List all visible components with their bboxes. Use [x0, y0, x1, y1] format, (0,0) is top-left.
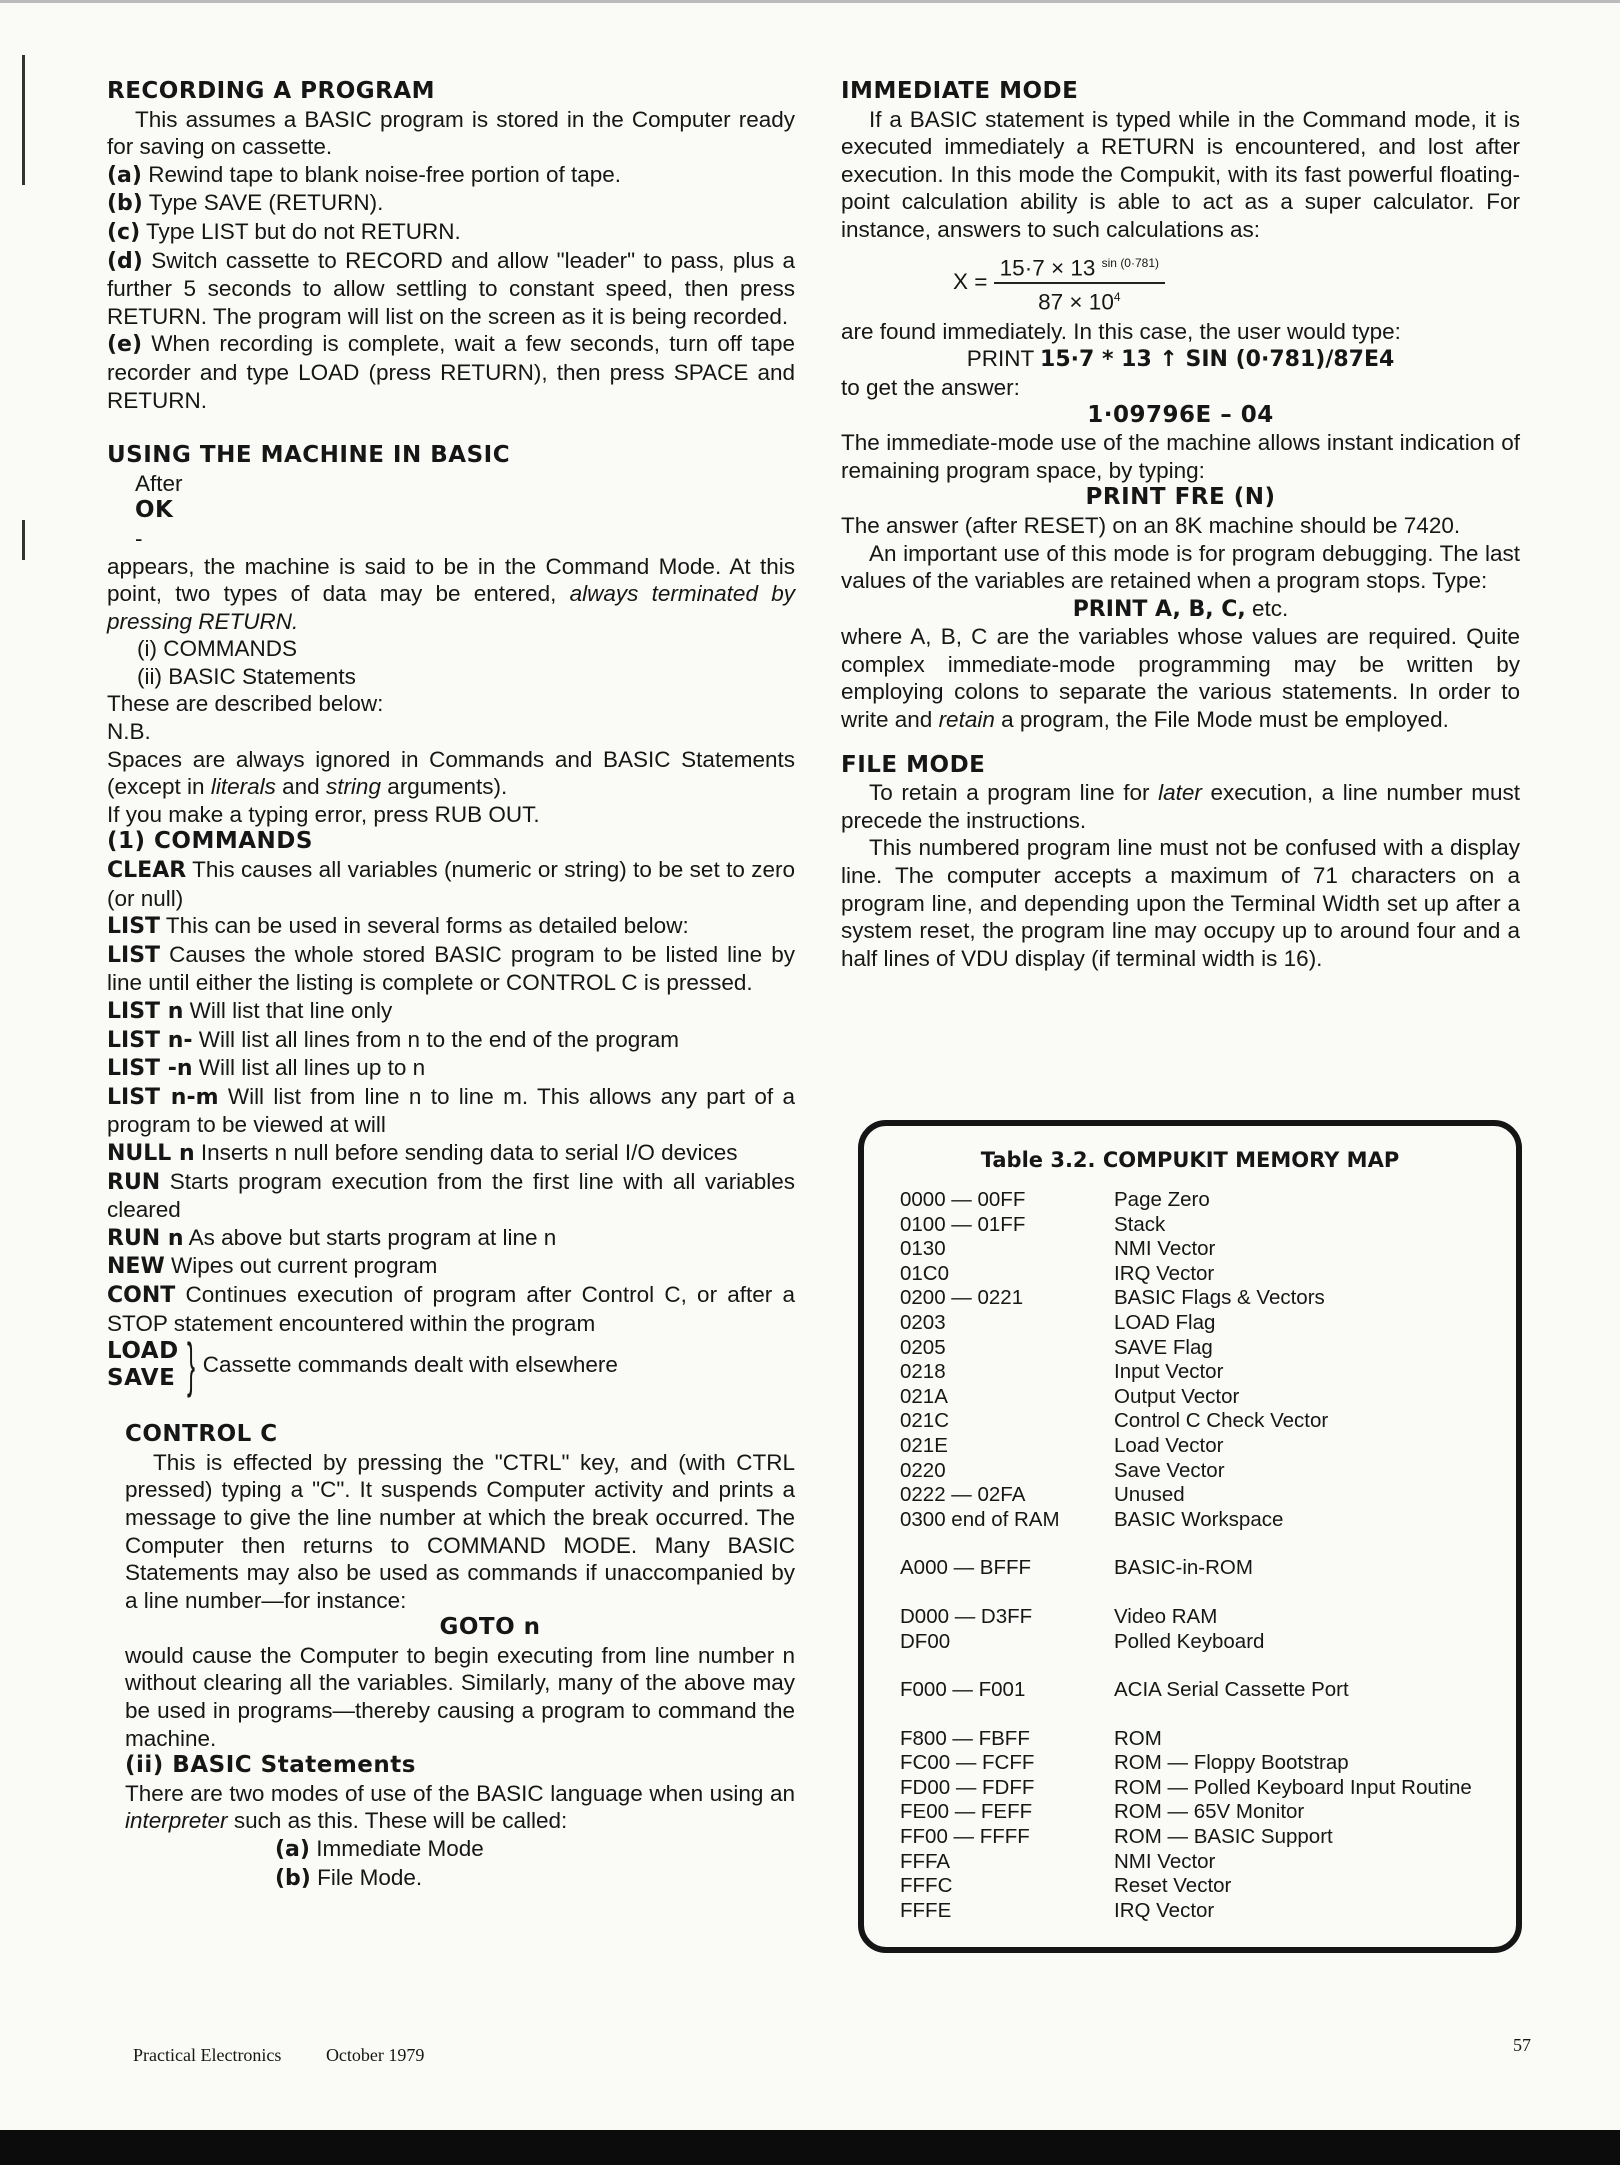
list-item	[125, 1835, 795, 1864]
etc-text: etc.	[1252, 595, 1289, 621]
address-cell: DF00	[900, 1629, 951, 1653]
address-cell: F800 — FBFF	[900, 1726, 1030, 1750]
nb-label: N.B.	[107, 719, 151, 745]
address-cell: 0205	[900, 1335, 946, 1359]
subsection-heading: (ii) BASIC Statements	[125, 1752, 416, 1779]
table-row	[900, 1237, 1520, 1262]
paragraph	[107, 746, 795, 801]
command-keyword: LIST	[107, 942, 161, 968]
description-cell: LOAD Flag	[1114, 1310, 1216, 1334]
description-cell: Load Vector	[1114, 1433, 1224, 1457]
italic-run: string	[325, 774, 381, 800]
address-cell: FFFE	[900, 1898, 952, 1922]
description-cell: Control C Check Vector	[1114, 1409, 1329, 1433]
description-cell: NMI Vector	[1114, 1237, 1216, 1261]
description-cell: IRQ Vector	[1114, 1898, 1215, 1922]
binding-mark	[22, 520, 25, 560]
command-description: This can be used in several forms as detailed below:	[165, 913, 689, 939]
table-row	[900, 1630, 1520, 1655]
section-heading: RECORDING A PROGRAM	[107, 78, 436, 104]
table-row	[900, 1678, 1520, 1703]
table-body	[900, 1188, 1520, 1923]
page-footer	[133, 2045, 464, 2066]
command-entry	[107, 1168, 795, 1224]
description-cell: BASIC-in-ROM	[1114, 1556, 1253, 1580]
description-cell: IRQ Vector	[1114, 1261, 1215, 1285]
print-example	[841, 345, 1520, 374]
command-entry	[107, 1281, 795, 1337]
description-cell: Video RAM	[1114, 1604, 1218, 1628]
formula-fraction	[994, 250, 1165, 316]
after-text: After	[135, 470, 183, 496]
table-row	[900, 1213, 1520, 1238]
description-cell: ACIA Serial Cassette Port	[1114, 1678, 1349, 1702]
text-run: There are two modes of use of the BASIC language when using an	[125, 1780, 795, 1806]
address-cell: FFFA	[900, 1849, 951, 1873]
list-item	[107, 218, 795, 247]
command-description: Will list all lines from n to the end of the program	[198, 1026, 679, 1052]
command-description: Continues execution of program after Control C, or after a STOP statement encountered within the program	[107, 1281, 795, 1336]
text-run: appears, the machine is said to be in the Command Mode. At this point, two types of data may be entered,	[107, 553, 795, 607]
command-entry	[107, 1224, 795, 1253]
command-keyword: RUN n	[107, 1225, 184, 1251]
command-keyword: NULL n	[107, 1140, 195, 1166]
binding-mark	[22, 55, 25, 185]
command-description: As above but starts program at line n	[188, 1224, 557, 1250]
description-cell: SAVE Flag	[1114, 1335, 1213, 1359]
page-number: 57	[1513, 2035, 1531, 2055]
table-row	[900, 1727, 1520, 1752]
address-cell: F000 — F001	[900, 1678, 1026, 1702]
print-keyword: PRINT	[966, 346, 1034, 372]
list-item: (i) COMMANDS	[137, 636, 297, 662]
description-cell: Save Vector	[1114, 1458, 1225, 1482]
item-text: Switch cassette to RECORD and allow "leader" to pass, plus a further 5 seconds to allow settling to constant speed, then press RETURN. The program will list on the screen as it is being recorded.	[107, 247, 795, 329]
load-command: LOAD	[107, 1338, 179, 1365]
formula-numerator	[994, 250, 1165, 284]
description-cell: Page Zero	[1114, 1188, 1210, 1211]
italic-run: retain	[938, 707, 995, 733]
description-cell: BASIC Workspace	[1114, 1507, 1284, 1531]
paragraph: This is effected by pressing the "CTRL" key, and (with CTRL pressed) typing a "C". It suspends Computer activity and prints a message to give the line number at which the break occurred. The Computer then returns to COMMAND MODE. Many BASIC Statements may also be used as commands if unaccompanied by a line number—for instance:	[125, 1449, 795, 1613]
description-cell: Reset Vector	[1114, 1874, 1232, 1898]
address-cell: 0220	[900, 1458, 946, 1482]
section-heading: USING THE MACHINE IN BASIC	[107, 442, 511, 469]
address-cell: 0300 end of RAM	[900, 1507, 1060, 1531]
italic-run: interpreter	[125, 1808, 228, 1834]
print-abc-example	[841, 595, 1520, 624]
text-run: such as this. These will be called:	[233, 1808, 568, 1834]
address-cell: FFFC	[900, 1874, 953, 1898]
section-heading: CONTROL C	[125, 1421, 278, 1448]
text-run: To retain a program line for	[869, 780, 1150, 806]
text-run: execution, a line number must precede the instructions.	[841, 780, 1520, 833]
exponent: 4	[1113, 289, 1121, 304]
command-entry	[107, 1139, 795, 1168]
command-entry	[107, 912, 795, 941]
list-item	[125, 1864, 795, 1893]
command-description: Wipes out current program	[170, 1253, 438, 1279]
command-entry	[107, 941, 795, 997]
list-item: (ii) BASIC Statements	[137, 663, 356, 689]
item-label: (c)	[107, 219, 141, 245]
description-cell: ROM	[1114, 1726, 1162, 1750]
list-item	[107, 189, 795, 218]
subsection-heading: (1) COMMANDS	[107, 828, 313, 855]
numerator-text: 15·7 × 13	[999, 255, 1096, 281]
description-cell: Unused	[1114, 1483, 1185, 1507]
table-title: Table 3.2. COMPUKIT MEMORY MAP	[980, 1148, 1400, 1172]
formula-lhs: X =	[953, 268, 988, 294]
italic-run: later	[1158, 780, 1202, 806]
table-row	[900, 1311, 1520, 1336]
address-cell: D000 — D3FF	[900, 1604, 1033, 1628]
address-cell: 0130	[900, 1237, 946, 1261]
address-cell: 0100 — 01FF	[900, 1212, 1026, 1236]
address-cell: 021E	[900, 1433, 948, 1457]
print-abc: PRINT A, B, C,	[1072, 596, 1246, 622]
paragraph: The immediate-mode use of the machine allows instant indication of remaining program space, by typing:	[841, 430, 1520, 483]
item-text: Rewind tape to blank noise-free portion of tape.	[148, 161, 622, 187]
item-label: (a)	[275, 1837, 310, 1863]
command-entry	[107, 856, 795, 912]
list-item	[107, 161, 795, 190]
save-command: SAVE	[107, 1365, 176, 1392]
table-row	[900, 1605, 1520, 1630]
address-cell: 021A	[900, 1384, 948, 1408]
table-row	[900, 1899, 1520, 1924]
table-row	[900, 1434, 1520, 1459]
address-cell: 0000 — 00FF	[900, 1188, 1026, 1211]
text-run: Spaces are always ignored in Commands and BASIC Statements (except in	[107, 746, 795, 800]
address-cell: FC00 — FCFF	[900, 1751, 1035, 1775]
table-row	[900, 1262, 1520, 1287]
magazine-name: Practical Electronics	[133, 2045, 282, 2065]
description-cell: BASIC Flags & Vectors	[1114, 1286, 1325, 1310]
table-row	[900, 1336, 1520, 1361]
address-cell: 0200 — 0221	[900, 1286, 1024, 1310]
bottom-edge-shadow	[0, 2130, 1620, 2165]
text-run: and	[282, 774, 320, 800]
item-text: File Mode.	[317, 1864, 423, 1890]
item-text: When recording is complete, wait a few seconds, turn off tape recorder and type LOAD (press RETURN), then press SPACE and RETURN.	[107, 331, 795, 413]
description-cell: Output Vector	[1114, 1384, 1240, 1408]
command-description: Will list from line n to line m. This allows any part of a program to be viewed at will	[107, 1083, 795, 1138]
address-cell: FF00 — FFFF	[900, 1825, 1030, 1849]
list-item	[107, 330, 795, 414]
command-description: Will list that line only	[189, 998, 393, 1023]
command-entry	[107, 1026, 795, 1055]
description-cell: ROM — Floppy Bootstrap	[1114, 1751, 1349, 1775]
item-label: (d)	[107, 248, 143, 274]
command-description: Causes the whole stored BASIC program to be listed line by line until either the listing is complete or CONTROL C is pressed.	[107, 941, 795, 996]
command-keyword: CLEAR	[107, 858, 187, 884]
command-keyword: LIST n-m	[107, 1084, 219, 1110]
command-entry	[107, 997, 795, 1026]
address-cell: 021C	[900, 1409, 950, 1433]
section-heading: FILE MODE	[841, 751, 986, 778]
table-row	[900, 1800, 1520, 1825]
left-column	[107, 78, 795, 1892]
command-description: This causes all variables (numeric or string) to be set to zero (or null)	[107, 857, 795, 911]
text-run: where A, B, C are the variables whose values are required. Quite complex immediate-mode programming may be written by employing colons to separate the various statements. In order to write and	[841, 624, 1520, 733]
italic-run: literals	[210, 774, 276, 800]
table-row	[900, 1286, 1520, 1311]
paragraph: An important use of this mode is for program debugging. The last values of the variables are retained when a program stops. Type:	[841, 540, 1520, 594]
paragraph: to get the answer:	[841, 374, 1020, 400]
item-label: (e)	[107, 332, 143, 358]
paragraph	[125, 1780, 795, 1835]
table-row	[900, 1508, 1520, 1533]
formula	[841, 250, 1520, 316]
command-entry	[107, 1083, 795, 1139]
description-cell: ROM — Polled Keyboard Input Routine	[1114, 1775, 1472, 1799]
item-text: Immediate Mode	[316, 1836, 484, 1862]
paragraph: The answer (after RESET) on an 8K machine should be 7420.	[841, 512, 1461, 538]
address-cell: 0218	[900, 1360, 946, 1384]
command-description: Starts program execution from the first line with all variables cleared	[107, 1168, 795, 1223]
table-row	[900, 1751, 1520, 1776]
description-cell: ROM — 65V Monitor	[1114, 1800, 1305, 1824]
table-row	[900, 1776, 1520, 1801]
formula-denominator	[994, 284, 1165, 316]
address-cell: FD00 — FDFF	[900, 1775, 1035, 1799]
command-description: Inserts n null before sending data to serial I/O devices	[200, 1139, 738, 1165]
text-run: a program, the File Mode must be employed.	[1001, 707, 1449, 733]
address-cell: 0222 — 02FA	[900, 1483, 1026, 1507]
paragraph: are found immediately. In this case, the user would type:	[841, 318, 1401, 344]
table-row	[900, 1385, 1520, 1410]
item-text: Type SAVE (RETURN).	[148, 190, 384, 216]
table-row	[900, 1459, 1520, 1484]
italic-run: always terminated by pressing RETURN.	[107, 581, 795, 634]
command-list	[107, 856, 795, 1337]
table-row	[900, 1825, 1520, 1850]
description-cell: NMI Vector	[1114, 1849, 1216, 1873]
command-description: Will list all lines up to n	[198, 1055, 426, 1081]
table-row	[900, 1360, 1520, 1385]
item-text: Type LIST but do not RETURN.	[146, 218, 461, 244]
ok-prompt: OK	[135, 497, 174, 524]
exponent: sin (0·781)	[1101, 255, 1159, 270]
paragraph: These are described below:	[107, 691, 384, 717]
table-row	[900, 1188, 1520, 1213]
denominator-text: 87 × 10	[1038, 289, 1114, 315]
command-entry	[107, 1252, 795, 1281]
item-label: (b)	[107, 191, 143, 217]
table-row	[900, 1874, 1520, 1899]
brace-symbol: }	[186, 1331, 195, 1399]
answer-value: 1·09796E – 04	[1087, 401, 1274, 428]
load-save-group	[107, 1331, 795, 1399]
address-cell: 01C0	[900, 1261, 950, 1285]
paragraph: This numbered program line must not be confused with a display line. The computer accepts a maximum of 71 characters on a program line, and depending upon the Terminal Width set up after a system reset, the program line may occupy up to around four and a half lines of VDU display (if terminal width is 16).	[841, 835, 1520, 971]
goto-example: GOTO n	[439, 1614, 541, 1641]
description-cell: ROM — BASIC Support	[1114, 1825, 1333, 1849]
paragraph	[107, 553, 795, 636]
text-run: arguments).	[387, 774, 508, 800]
cassette-note: Cassette commands dealt with elsewhere	[202, 1352, 618, 1378]
memory-map-table	[858, 1120, 1522, 1953]
paragraph	[841, 623, 1520, 733]
command-keyword: LIST n	[107, 999, 184, 1024]
paragraph: If a BASIC statement is typed while in the Command mode, it is executed immediately a RETURN is encountered, and lost after execution. In this mode the Compukit, with its fast powerful floating-point calculation ability is able to act as a super calculator. For instance, answers to such calculations as:	[841, 106, 1520, 242]
paragraph	[841, 779, 1520, 834]
paragraph: would cause the Computer to begin executing from line number n without clearing all the variables. Similarly, many of the above may be used in programs—thereby causing a program to command the machine.	[125, 1642, 795, 1751]
issue-date: October 1979	[325, 2045, 425, 2065]
address-cell: 0203	[900, 1310, 946, 1334]
command-keyword: LIST -n	[107, 1056, 193, 1082]
item-label: (a)	[107, 162, 142, 188]
command-keyword: NEW	[107, 1254, 165, 1280]
description-cell: Polled Keyboard	[1114, 1629, 1265, 1653]
table-row	[900, 1409, 1520, 1434]
address-cell: FE00 — FEFF	[900, 1800, 1033, 1824]
list-item	[107, 247, 795, 331]
table-row	[900, 1483, 1520, 1508]
print-fre-example: PRINT FRE (N)	[1085, 484, 1276, 511]
paragraph: This assumes a BASIC program is stored in the Computer ready for saving on cassette.	[107, 106, 795, 160]
description-cell: Stack	[1114, 1212, 1166, 1236]
print-expression: 15·7 * 13 ↑ SIN (0·781)/87E4	[1040, 347, 1395, 373]
table-row	[900, 1556, 1520, 1581]
top-edge-line	[0, 0, 1620, 3]
command-keyword: CONT	[107, 1282, 176, 1308]
cursor-dash: -	[135, 525, 143, 551]
table-row	[900, 1850, 1520, 1875]
command-keyword: LIST	[107, 914, 161, 940]
section-heading: IMMEDIATE MODE	[841, 78, 1079, 104]
address-cell: A000 — BFFF	[900, 1556, 1032, 1580]
command-keyword: RUN	[107, 1169, 161, 1195]
right-column	[841, 78, 1520, 972]
command-keyword: LIST n-	[107, 1027, 193, 1053]
paragraph: If you make a typing error, press RUB OUT.	[107, 801, 540, 827]
description-cell: Input Vector	[1114, 1360, 1224, 1384]
item-label: (b)	[275, 1865, 311, 1891]
command-entry	[107, 1054, 795, 1083]
